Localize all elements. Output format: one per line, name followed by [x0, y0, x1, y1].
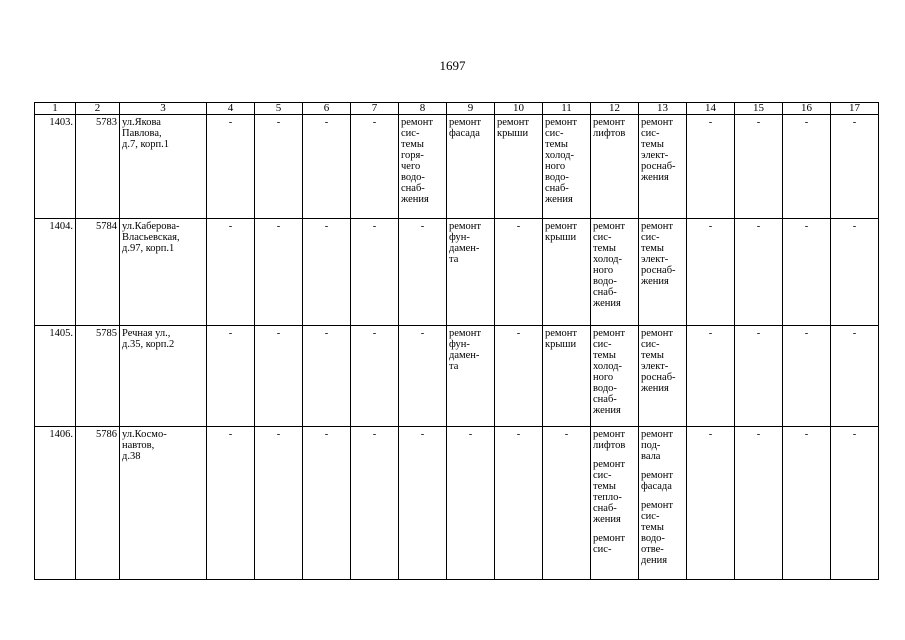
empty-cell-col-10: -: [495, 427, 543, 580]
repair-work-item: [449, 328, 492, 372]
repair-work-cell-col-13: [639, 427, 687, 580]
empty-cell-col-17: -: [831, 427, 879, 580]
text-line: снаб-: [593, 394, 617, 405]
empty-cell-col-5: -: [255, 427, 303, 580]
text-line: дамен-: [449, 350, 480, 361]
repair-work-item: [641, 328, 684, 394]
text-line: водо-: [593, 276, 617, 287]
text-line: темы: [641, 350, 664, 361]
text-line: ного: [593, 372, 614, 383]
row-number: 1403.: [35, 115, 76, 219]
text-line: горя-: [401, 150, 424, 161]
row-number: 1404.: [35, 219, 76, 326]
empty-cell-col-14: -: [687, 219, 735, 326]
empty-cell-col-5: -: [255, 219, 303, 326]
empty-cell-col-8: -: [399, 219, 447, 326]
column-number-17: 17: [831, 103, 879, 115]
text-line: ремонт: [641, 429, 674, 440]
text-line: сис-: [641, 128, 660, 139]
text-line: дения: [641, 555, 668, 566]
text-line: темы: [545, 139, 568, 150]
text-line: темы: [641, 139, 664, 150]
empty-cell-col-10: -: [495, 219, 543, 326]
table-row: [35, 219, 879, 326]
empty-cell-col-17: -: [831, 219, 879, 326]
empty-cell-col-16: -: [783, 219, 831, 326]
text-line: крыши: [545, 232, 577, 243]
repair-work-item: [593, 117, 636, 139]
empty-cell-col-16: -: [783, 427, 831, 580]
repair-work-item: [449, 117, 492, 139]
empty-cell-col-7: -: [351, 219, 399, 326]
text-line: снаб-: [593, 503, 617, 514]
repair-work-item: [545, 221, 588, 243]
column-number-10: 10: [495, 103, 543, 115]
empty-cell-col-8: -: [399, 427, 447, 580]
text-line: элект-: [641, 150, 669, 161]
text-line: ремонт: [641, 117, 674, 128]
building-code: 5786: [76, 427, 120, 580]
text-line: Речная ул.,: [122, 328, 171, 339]
text-line: темы: [593, 350, 616, 361]
repair-work-cell-col-12: [591, 219, 639, 326]
repair-work-item: [545, 117, 588, 205]
text-line: д.35, корп.2: [122, 339, 175, 350]
text-line: крыши: [497, 128, 529, 139]
text-line: Власьевская,: [122, 232, 180, 243]
column-number-16: 16: [783, 103, 831, 115]
repair-work-item: [449, 221, 492, 265]
text-line: холод-: [593, 254, 622, 265]
empty-cell-col-15: -: [735, 115, 783, 219]
repair-work-item: [593, 221, 636, 309]
text-line: фасада: [449, 128, 480, 139]
repair-work-item: [593, 533, 636, 555]
text-line: сис-: [641, 232, 660, 243]
empty-cell-col-11: -: [543, 427, 591, 580]
text-line: та: [449, 254, 459, 265]
repair-work-cell-col-12: [591, 115, 639, 219]
text-line: снаб-: [401, 183, 425, 194]
repair-work-cell-col-9: [447, 115, 495, 219]
text-line: роснаб-: [641, 161, 676, 172]
repair-work-item: [641, 221, 684, 287]
text-line: жения: [593, 298, 621, 309]
column-number-15: 15: [735, 103, 783, 115]
text-line: д.97, корп.1: [122, 243, 175, 254]
empty-cell-col-7: -: [351, 427, 399, 580]
text-line: ремонт: [593, 459, 626, 470]
text-line: ремонт: [449, 328, 482, 339]
text-line: темы: [593, 243, 616, 254]
text-line: водо-: [641, 533, 665, 544]
text-line: ремонт: [545, 117, 578, 128]
empty-cell-col-5: -: [255, 326, 303, 427]
empty-cell-col-6: -: [303, 326, 351, 427]
text-line: жения: [641, 172, 669, 183]
repair-work-cell-col-9: [447, 326, 495, 427]
text-line: под-: [641, 440, 661, 451]
text-line: ул.Каберова-: [122, 221, 180, 232]
empty-cell-col-15: -: [735, 427, 783, 580]
repair-work-cell-col-11: [543, 115, 591, 219]
address-cell: [120, 326, 207, 427]
building-code: 5785: [76, 326, 120, 427]
empty-cell-col-14: -: [687, 427, 735, 580]
text-line: темы: [401, 139, 424, 150]
table-row: [35, 427, 879, 580]
text-line: лифтов: [593, 440, 626, 451]
text-line: фун-: [449, 232, 470, 243]
text-line: ремонт: [449, 221, 482, 232]
column-number-14: 14: [687, 103, 735, 115]
text-line: водо-: [401, 172, 425, 183]
text-line: сис-: [593, 544, 612, 555]
address-cell: [120, 427, 207, 580]
text-line: ремонт: [641, 328, 674, 339]
text-line: темы: [593, 481, 616, 492]
row-number: 1405.: [35, 326, 76, 427]
text-line: жения: [641, 276, 669, 287]
text-line: элект-: [641, 254, 669, 265]
text-line: та: [449, 361, 459, 372]
text-line: ремонт: [449, 117, 482, 128]
text-line: снаб-: [593, 287, 617, 298]
text-line: ремонт: [641, 500, 674, 511]
text-line: ул.Космо-: [122, 429, 167, 440]
text-line: сис-: [545, 128, 564, 139]
empty-cell-col-17: -: [831, 115, 879, 219]
empty-cell-col-16: -: [783, 115, 831, 219]
repair-schedule-table: [34, 102, 879, 580]
text-line: ремонт: [593, 533, 626, 544]
text-line: жения: [641, 383, 669, 394]
repair-work-cell-col-12: [591, 427, 639, 580]
text-line: навтов,: [122, 440, 155, 451]
table-row: [35, 115, 879, 219]
text-line: Павлова,: [122, 128, 162, 139]
text-line: чего: [401, 161, 421, 172]
text-line: д.38: [122, 451, 141, 462]
text-line: водо-: [593, 383, 617, 394]
empty-cell-col-17: -: [831, 326, 879, 427]
repair-work-cell-col-9: [447, 219, 495, 326]
repair-work-item: [497, 117, 540, 139]
text-line: ремонт: [641, 470, 674, 481]
text-line: тепло-: [593, 492, 622, 503]
empty-cell-col-16: -: [783, 326, 831, 427]
repair-work-item: [401, 117, 444, 205]
text-line: жения: [545, 194, 573, 205]
text-line: ного: [545, 161, 566, 172]
text-line: жения: [593, 514, 621, 525]
text-line: холод-: [545, 150, 574, 161]
text-line: д.7, корп.1: [122, 139, 170, 150]
text-line: роснаб-: [641, 372, 676, 383]
table-row: [35, 326, 879, 427]
text-line: вала: [641, 451, 661, 462]
column-number-5: 5: [255, 103, 303, 115]
repair-work-cell-col-13: [639, 326, 687, 427]
text-line: лифтов: [593, 128, 626, 139]
column-number-row: [35, 103, 879, 115]
text-line: снаб-: [545, 183, 569, 194]
repair-work-item: [641, 500, 684, 566]
empty-cell-col-4: -: [207, 427, 255, 580]
text-line: ремонт: [545, 221, 578, 232]
text-line: сис-: [401, 128, 420, 139]
text-line: крыши: [545, 339, 577, 350]
text-line: ного: [593, 265, 614, 276]
empty-cell-col-15: -: [735, 219, 783, 326]
column-number-9: 9: [447, 103, 495, 115]
address-cell: [120, 219, 207, 326]
repair-work-item: [641, 429, 684, 462]
repair-work-cell-col-10: [495, 115, 543, 219]
building-code: 5783: [76, 115, 120, 219]
text-line: сис-: [641, 511, 660, 522]
text-line: ремонт: [497, 117, 530, 128]
empty-cell-col-14: -: [687, 326, 735, 427]
address-cell: [120, 115, 207, 219]
column-number-11: 11: [543, 103, 591, 115]
empty-cell-col-5: -: [255, 115, 303, 219]
page-number: 1697: [439, 58, 466, 73]
text-line: ремонт: [593, 117, 626, 128]
text-line: элект-: [641, 361, 669, 372]
empty-cell-col-9: -: [447, 427, 495, 580]
text-line: жения: [401, 194, 429, 205]
text-line: ремонт: [593, 221, 626, 232]
repair-work-cell-col-11: [543, 219, 591, 326]
text-line: сис-: [593, 470, 612, 481]
text-line: водо-: [545, 172, 569, 183]
empty-cell-col-6: -: [303, 115, 351, 219]
text-line: ремонт: [545, 328, 578, 339]
repair-work-cell-col-13: [639, 219, 687, 326]
text-line: ул.Якова: [122, 117, 161, 128]
column-number-8: 8: [399, 103, 447, 115]
repair-work-cell-col-8: [399, 115, 447, 219]
repair-work-cell-col-11: [543, 326, 591, 427]
repair-work-item: [545, 328, 588, 350]
text-line: ремонт: [401, 117, 434, 128]
empty-cell-col-4: -: [207, 219, 255, 326]
column-number-6: 6: [303, 103, 351, 115]
column-number-1: 1: [35, 103, 76, 115]
repair-work-item: [593, 459, 636, 525]
text-line: фун-: [449, 339, 470, 350]
building-code: 5784: [76, 219, 120, 326]
column-number-7: 7: [351, 103, 399, 115]
column-number-13: 13: [639, 103, 687, 115]
empty-cell-col-8: -: [399, 326, 447, 427]
empty-cell-col-6: -: [303, 427, 351, 580]
column-number-3: 3: [120, 103, 207, 115]
repair-work-cell-col-12: [591, 326, 639, 427]
empty-cell-col-7: -: [351, 115, 399, 219]
text-line: темы: [641, 522, 664, 533]
column-number-12: 12: [591, 103, 639, 115]
repair-work-item: [593, 429, 636, 451]
text-line: холод-: [593, 361, 622, 372]
text-line: ремонт: [641, 221, 674, 232]
empty-cell-col-10: -: [495, 326, 543, 427]
text-line: роснаб-: [641, 265, 676, 276]
text-line: ремонт: [593, 328, 626, 339]
repair-work-item: [641, 470, 684, 492]
text-line: сис-: [641, 339, 660, 350]
column-number-2: 2: [76, 103, 120, 115]
empty-cell-col-15: -: [735, 326, 783, 427]
text-line: дамен-: [449, 243, 480, 254]
column-number-4: 4: [207, 103, 255, 115]
empty-cell-col-14: -: [687, 115, 735, 219]
repair-work-item: [641, 117, 684, 183]
text-line: ремонт: [593, 429, 626, 440]
text-line: отве-: [641, 544, 664, 555]
text-line: фасада: [641, 481, 672, 492]
text-line: жения: [593, 405, 621, 416]
text-line: сис-: [593, 232, 612, 243]
repair-work-cell-col-13: [639, 115, 687, 219]
empty-cell-col-4: -: [207, 115, 255, 219]
text-line: сис-: [593, 339, 612, 350]
empty-cell-col-6: -: [303, 219, 351, 326]
empty-cell-col-4: -: [207, 326, 255, 427]
text-line: темы: [641, 243, 664, 254]
row-number: 1406.: [35, 427, 76, 580]
empty-cell-col-7: -: [351, 326, 399, 427]
repair-work-item: [593, 328, 636, 416]
